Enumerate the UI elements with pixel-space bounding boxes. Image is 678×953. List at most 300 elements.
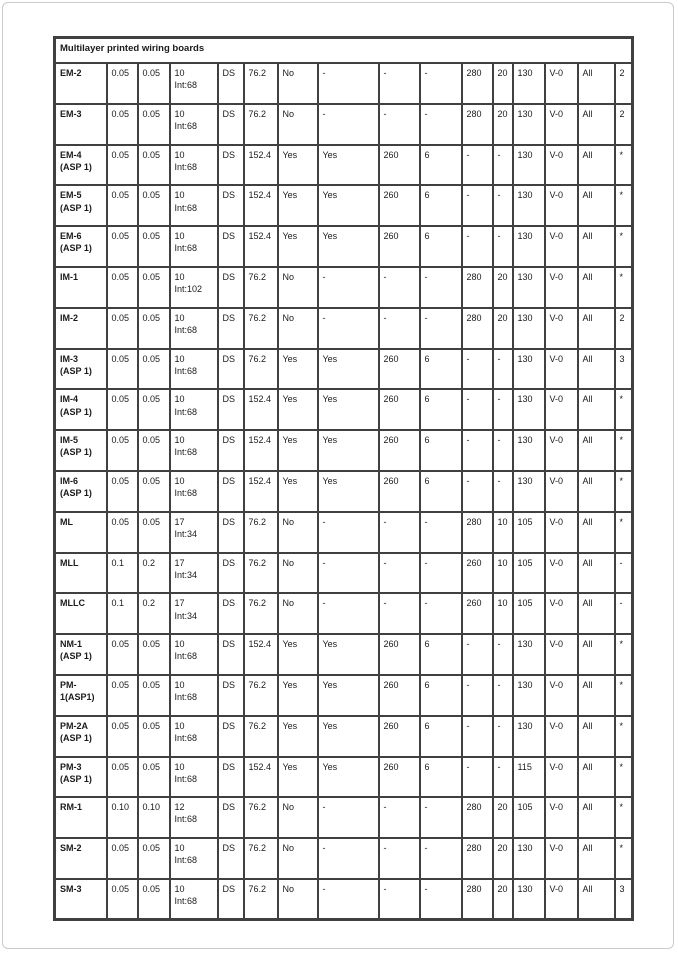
table-cell: 0.05: [107, 104, 138, 145]
row-name: EM-3: [55, 104, 107, 145]
table-cell: 260: [379, 185, 420, 226]
table-cell: -: [379, 104, 420, 145]
table-cell: DS: [218, 471, 244, 512]
table-cell: 10 Int:68: [170, 716, 218, 757]
table-cell: 260: [379, 634, 420, 675]
table-cell: -: [318, 512, 379, 553]
table-cell: 0.1: [107, 593, 138, 634]
table-cell: 76.2: [244, 63, 278, 104]
table-cell: 280: [462, 63, 493, 104]
table-row: [55, 553, 633, 594]
table-cell: -: [379, 879, 420, 920]
table-cell: -: [615, 593, 633, 634]
table-cell: All: [578, 104, 615, 145]
table-cell: 20: [493, 879, 513, 920]
table-cell: 6: [420, 634, 462, 675]
table-cell: 2: [615, 63, 633, 104]
table-cell: 10: [493, 553, 513, 594]
table-cell: V-0: [545, 716, 578, 757]
table-cell: 152.4: [244, 634, 278, 675]
table-cell: DS: [218, 267, 244, 308]
table-cell: V-0: [545, 430, 578, 471]
table-cell: 10 Int:68: [170, 145, 218, 186]
table-cell: 152.4: [244, 145, 278, 186]
table-cell: 0.05: [138, 675, 170, 716]
table-row: [55, 675, 633, 716]
table-cell: 280: [462, 308, 493, 349]
table-cell: DS: [218, 512, 244, 553]
table-cell: DS: [218, 838, 244, 879]
table-cell: V-0: [545, 675, 578, 716]
table-cell: -: [462, 389, 493, 430]
table-cell: 130: [513, 675, 545, 716]
row-name: IM-6 (ASP 1): [55, 471, 107, 512]
table-cell: 20: [493, 104, 513, 145]
table-cell: 0.05: [138, 349, 170, 390]
table-cell: -: [420, 838, 462, 879]
table-cell: -: [379, 553, 420, 594]
table-cell: DS: [218, 308, 244, 349]
table-cell: 6: [420, 145, 462, 186]
table-cell: V-0: [545, 471, 578, 512]
table-cell: *: [615, 675, 633, 716]
table-cell: 0.05: [138, 63, 170, 104]
table-cell: DS: [218, 145, 244, 186]
table-cell: V-0: [545, 63, 578, 104]
table-cell: Yes: [318, 716, 379, 757]
table-cell: 260: [379, 349, 420, 390]
table-cell: 0.05: [138, 757, 170, 798]
table-cell: 10: [493, 593, 513, 634]
table-cell: Yes: [318, 471, 379, 512]
table-cell: 0.05: [138, 838, 170, 879]
table-cell: 10 Int:68: [170, 185, 218, 226]
table-cell: Yes: [278, 389, 318, 430]
table-cell: No: [278, 308, 318, 349]
table-cell: 130: [513, 471, 545, 512]
table-cell: -: [420, 104, 462, 145]
table-cell: All: [578, 308, 615, 349]
table-cell: 0.05: [138, 145, 170, 186]
table-cell: -: [493, 716, 513, 757]
table-cell: Yes: [278, 430, 318, 471]
table-cell: -: [462, 226, 493, 267]
table-cell: 20: [493, 838, 513, 879]
table-cell: 0.2: [138, 553, 170, 594]
table-cell: -: [462, 430, 493, 471]
table-row: [55, 593, 633, 634]
row-name: MLL: [55, 553, 107, 594]
table-cell: 260: [379, 145, 420, 186]
table-cell: 10 Int:68: [170, 104, 218, 145]
table-body: [55, 38, 633, 920]
table-cell: -: [462, 675, 493, 716]
table-cell: V-0: [545, 145, 578, 186]
table-cell: 105: [513, 512, 545, 553]
table-cell: -: [318, 553, 379, 594]
table-cell: 0.05: [107, 757, 138, 798]
table-cell: V-0: [545, 308, 578, 349]
table-cell: 2: [615, 104, 633, 145]
table-cell: All: [578, 797, 615, 838]
table-cell: -: [493, 349, 513, 390]
table-cell: 0.1: [107, 553, 138, 594]
table-cell: All: [578, 512, 615, 553]
document-page: [2, 2, 674, 949]
table-cell: -: [318, 797, 379, 838]
table-cell: 260: [462, 553, 493, 594]
table-cell: -: [379, 838, 420, 879]
table-cell: 76.2: [244, 349, 278, 390]
table-row: [55, 716, 633, 757]
table-cell: 0.05: [107, 308, 138, 349]
table-cell: -: [379, 267, 420, 308]
row-name: IM-1: [55, 267, 107, 308]
table-cell: All: [578, 185, 615, 226]
table-cell: -: [462, 757, 493, 798]
table-cell: DS: [218, 104, 244, 145]
table-cell: 260: [379, 226, 420, 267]
table-cell: 76.2: [244, 838, 278, 879]
table-cell: -: [493, 430, 513, 471]
table-cell: 0.05: [138, 104, 170, 145]
table-cell: 260: [462, 593, 493, 634]
table-cell: Yes: [318, 389, 379, 430]
row-name: IM-4 (ASP 1): [55, 389, 107, 430]
table-row: [55, 512, 633, 553]
row-name: IM-5 (ASP 1): [55, 430, 107, 471]
row-name: EM-2: [55, 63, 107, 104]
table-cell: -: [379, 593, 420, 634]
table-cell: 0.05: [138, 389, 170, 430]
table-cell: All: [578, 226, 615, 267]
table-cell: Yes: [318, 226, 379, 267]
row-name: SM-2: [55, 838, 107, 879]
table-cell: DS: [218, 757, 244, 798]
table-cell: 6: [420, 185, 462, 226]
table-cell: All: [578, 145, 615, 186]
row-name: IM-2: [55, 308, 107, 349]
table-cell: 0.05: [107, 471, 138, 512]
row-name: EM-6 (ASP 1): [55, 226, 107, 267]
table-cell: 260: [379, 675, 420, 716]
table-cell: Yes: [318, 430, 379, 471]
table-cell: -: [493, 185, 513, 226]
table-cell: 0.05: [107, 716, 138, 757]
table-cell: 6: [420, 471, 462, 512]
table-cell: -: [420, 267, 462, 308]
table-cell: V-0: [545, 267, 578, 308]
table-cell: *: [615, 512, 633, 553]
table-cell: 20: [493, 267, 513, 308]
table-cell: 10: [493, 512, 513, 553]
table-cell: *: [615, 797, 633, 838]
table-cell: 76.2: [244, 716, 278, 757]
table-cell: DS: [218, 226, 244, 267]
table-cell: 0.05: [107, 430, 138, 471]
table-cell: 17 Int:34: [170, 553, 218, 594]
table-cell: 20: [493, 797, 513, 838]
table-cell: DS: [218, 63, 244, 104]
table-cell: 152.4: [244, 757, 278, 798]
table-cell: 76.2: [244, 593, 278, 634]
table-cell: All: [578, 267, 615, 308]
table-cell: -: [615, 553, 633, 594]
table-cell: -: [379, 512, 420, 553]
table-cell: 3: [615, 879, 633, 920]
wiring-boards-table: [53, 36, 634, 921]
table-cell: DS: [218, 797, 244, 838]
table-cell: 10 Int:68: [170, 838, 218, 879]
table-cell: 130: [513, 430, 545, 471]
table-cell: -: [462, 349, 493, 390]
table-cell: DS: [218, 430, 244, 471]
table-cell: 260: [379, 471, 420, 512]
table-cell: 260: [379, 389, 420, 430]
table-cell: 10 Int:68: [170, 308, 218, 349]
table-row: [55, 267, 633, 308]
table-cell: Yes: [278, 634, 318, 675]
table-cell: *: [615, 226, 633, 267]
table-cell: DS: [218, 593, 244, 634]
table-cell: 280: [462, 267, 493, 308]
table-cell: 0.05: [138, 308, 170, 349]
table-title: Multilayer printed wiring boards: [55, 38, 633, 64]
table-cell: 6: [420, 675, 462, 716]
table-cell: -: [420, 553, 462, 594]
table-cell: 130: [513, 145, 545, 186]
table-cell: Yes: [278, 226, 318, 267]
table-cell: 260: [379, 757, 420, 798]
table-cell: 76.2: [244, 879, 278, 920]
table-cell: DS: [218, 879, 244, 920]
table-cell: 2: [615, 308, 633, 349]
table-cell: -: [318, 63, 379, 104]
table-cell: 130: [513, 267, 545, 308]
table-cell: 0.2: [138, 593, 170, 634]
row-name: NM-1 (ASP 1): [55, 634, 107, 675]
table-cell: *: [615, 430, 633, 471]
table-cell: 0.05: [107, 389, 138, 430]
table-cell: All: [578, 430, 615, 471]
table-cell: No: [278, 512, 318, 553]
table-cell: *: [615, 757, 633, 798]
table-cell: 0.05: [107, 838, 138, 879]
table-row: [55, 838, 633, 879]
table-cell: Yes: [278, 145, 318, 186]
table-cell: DS: [218, 389, 244, 430]
table-cell: Yes: [278, 675, 318, 716]
table-cell: Yes: [278, 471, 318, 512]
table-cell: V-0: [545, 757, 578, 798]
table-cell: -: [379, 308, 420, 349]
table-cell: 280: [462, 512, 493, 553]
table-cell: -: [420, 63, 462, 104]
table-cell: 105: [513, 797, 545, 838]
table-cell: All: [578, 349, 615, 390]
table-cell: 130: [513, 838, 545, 879]
table-cell: DS: [218, 675, 244, 716]
table-cell: Yes: [318, 634, 379, 675]
table-cell: *: [615, 267, 633, 308]
table-cell: V-0: [545, 838, 578, 879]
table-cell: 152.4: [244, 471, 278, 512]
table-cell: 0.05: [138, 267, 170, 308]
table-row: [55, 104, 633, 145]
table-cell: 280: [462, 797, 493, 838]
table-cell: 20: [493, 63, 513, 104]
table-cell: -: [318, 308, 379, 349]
table-cell: 76.2: [244, 267, 278, 308]
table-cell: 0.05: [138, 471, 170, 512]
table-cell: Yes: [318, 185, 379, 226]
table-row: [55, 430, 633, 471]
table-cell: 130: [513, 634, 545, 675]
table-cell: 6: [420, 389, 462, 430]
row-name: PM-3 (ASP 1): [55, 757, 107, 798]
table-cell: 0.05: [107, 145, 138, 186]
table-cell: Yes: [318, 349, 379, 390]
table-cell: -: [420, 879, 462, 920]
table-row: [55, 879, 633, 920]
table-cell: V-0: [545, 797, 578, 838]
table-cell: -: [379, 63, 420, 104]
table-cell: 76.2: [244, 675, 278, 716]
row-name: SM-3: [55, 879, 107, 920]
row-name: EM-4 (ASP 1): [55, 145, 107, 186]
table-row: [55, 226, 633, 267]
table-cell: 152.4: [244, 430, 278, 471]
table-cell: 10 Int:68: [170, 675, 218, 716]
table-row: [55, 308, 633, 349]
table-cell: -: [420, 593, 462, 634]
table-cell: *: [615, 389, 633, 430]
table-cell: *: [615, 145, 633, 186]
table-row: [55, 185, 633, 226]
table-row: [55, 63, 633, 104]
table-cell: -: [493, 471, 513, 512]
table-cell: 6: [420, 757, 462, 798]
table-cell: All: [578, 757, 615, 798]
table-cell: *: [615, 634, 633, 675]
table-cell: All: [578, 675, 615, 716]
table-cell: -: [493, 226, 513, 267]
table-cell: All: [578, 553, 615, 594]
table-cell: 0.05: [138, 226, 170, 267]
table-cell: No: [278, 267, 318, 308]
table-cell: 0.05: [138, 185, 170, 226]
row-name: IM-3 (ASP 1): [55, 349, 107, 390]
table-cell: -: [318, 593, 379, 634]
table-row: [55, 145, 633, 186]
table-cell: No: [278, 63, 318, 104]
table-row: [55, 471, 633, 512]
table-cell: V-0: [545, 593, 578, 634]
table-cell: *: [615, 471, 633, 512]
table-cell: -: [318, 838, 379, 879]
table-cell: No: [278, 879, 318, 920]
table-cell: 76.2: [244, 797, 278, 838]
table-cell: DS: [218, 553, 244, 594]
table-cell: 10 Int:68: [170, 757, 218, 798]
table-cell: 0.05: [107, 226, 138, 267]
table-cell: 152.4: [244, 226, 278, 267]
table-cell: Yes: [278, 757, 318, 798]
table-row: [55, 389, 633, 430]
table-cell: No: [278, 553, 318, 594]
table-cell: V-0: [545, 634, 578, 675]
table-cell: 20: [493, 308, 513, 349]
table-cell: V-0: [545, 512, 578, 553]
table-cell: -: [462, 145, 493, 186]
table-cell: Yes: [278, 349, 318, 390]
table-cell: 76.2: [244, 308, 278, 349]
table-cell: 130: [513, 226, 545, 267]
table-cell: 130: [513, 308, 545, 349]
table-cell: No: [278, 797, 318, 838]
table-cell: 17 Int:34: [170, 593, 218, 634]
table-cell: V-0: [545, 349, 578, 390]
table-cell: DS: [218, 349, 244, 390]
row-name: ML: [55, 512, 107, 553]
table-cell: 6: [420, 430, 462, 471]
table-cell: -: [318, 104, 379, 145]
table-cell: 105: [513, 553, 545, 594]
table-cell: DS: [218, 634, 244, 675]
row-name: PM- 1(ASP1): [55, 675, 107, 716]
table-cell: -: [420, 308, 462, 349]
table-cell: 280: [462, 838, 493, 879]
table-cell: No: [278, 838, 318, 879]
table-cell: Yes: [278, 185, 318, 226]
table-cell: 0.05: [138, 430, 170, 471]
table-cell: -: [420, 797, 462, 838]
table-cell: -: [462, 471, 493, 512]
table-cell: All: [578, 838, 615, 879]
table-cell: 0.05: [138, 634, 170, 675]
table-cell: 76.2: [244, 553, 278, 594]
table-cell: 152.4: [244, 185, 278, 226]
table-cell: 10 Int:68: [170, 634, 218, 675]
table-cell: 10 Int:68: [170, 471, 218, 512]
table-cell: -: [462, 716, 493, 757]
table-cell: -: [493, 389, 513, 430]
table-cell: V-0: [545, 389, 578, 430]
table-cell: 152.4: [244, 389, 278, 430]
table-cell: 10 Int:68: [170, 389, 218, 430]
table-cell: 260: [379, 430, 420, 471]
table-cell: -: [420, 512, 462, 553]
table-cell: All: [578, 593, 615, 634]
table-cell: 0.05: [138, 716, 170, 757]
table-cell: 130: [513, 716, 545, 757]
table-cell: All: [578, 634, 615, 675]
table-cell: All: [578, 63, 615, 104]
table-cell: No: [278, 593, 318, 634]
table-header-row: [55, 38, 633, 64]
table-row: [55, 349, 633, 390]
table-cell: *: [615, 838, 633, 879]
table-row: [55, 757, 633, 798]
table-cell: 10 Int:68: [170, 63, 218, 104]
table-cell: 6: [420, 226, 462, 267]
table-cell: V-0: [545, 553, 578, 594]
table-cell: 3: [615, 349, 633, 390]
table-cell: 10 Int:68: [170, 349, 218, 390]
table-cell: 0.05: [107, 185, 138, 226]
table-row: [55, 797, 633, 838]
table-cell: 130: [513, 63, 545, 104]
